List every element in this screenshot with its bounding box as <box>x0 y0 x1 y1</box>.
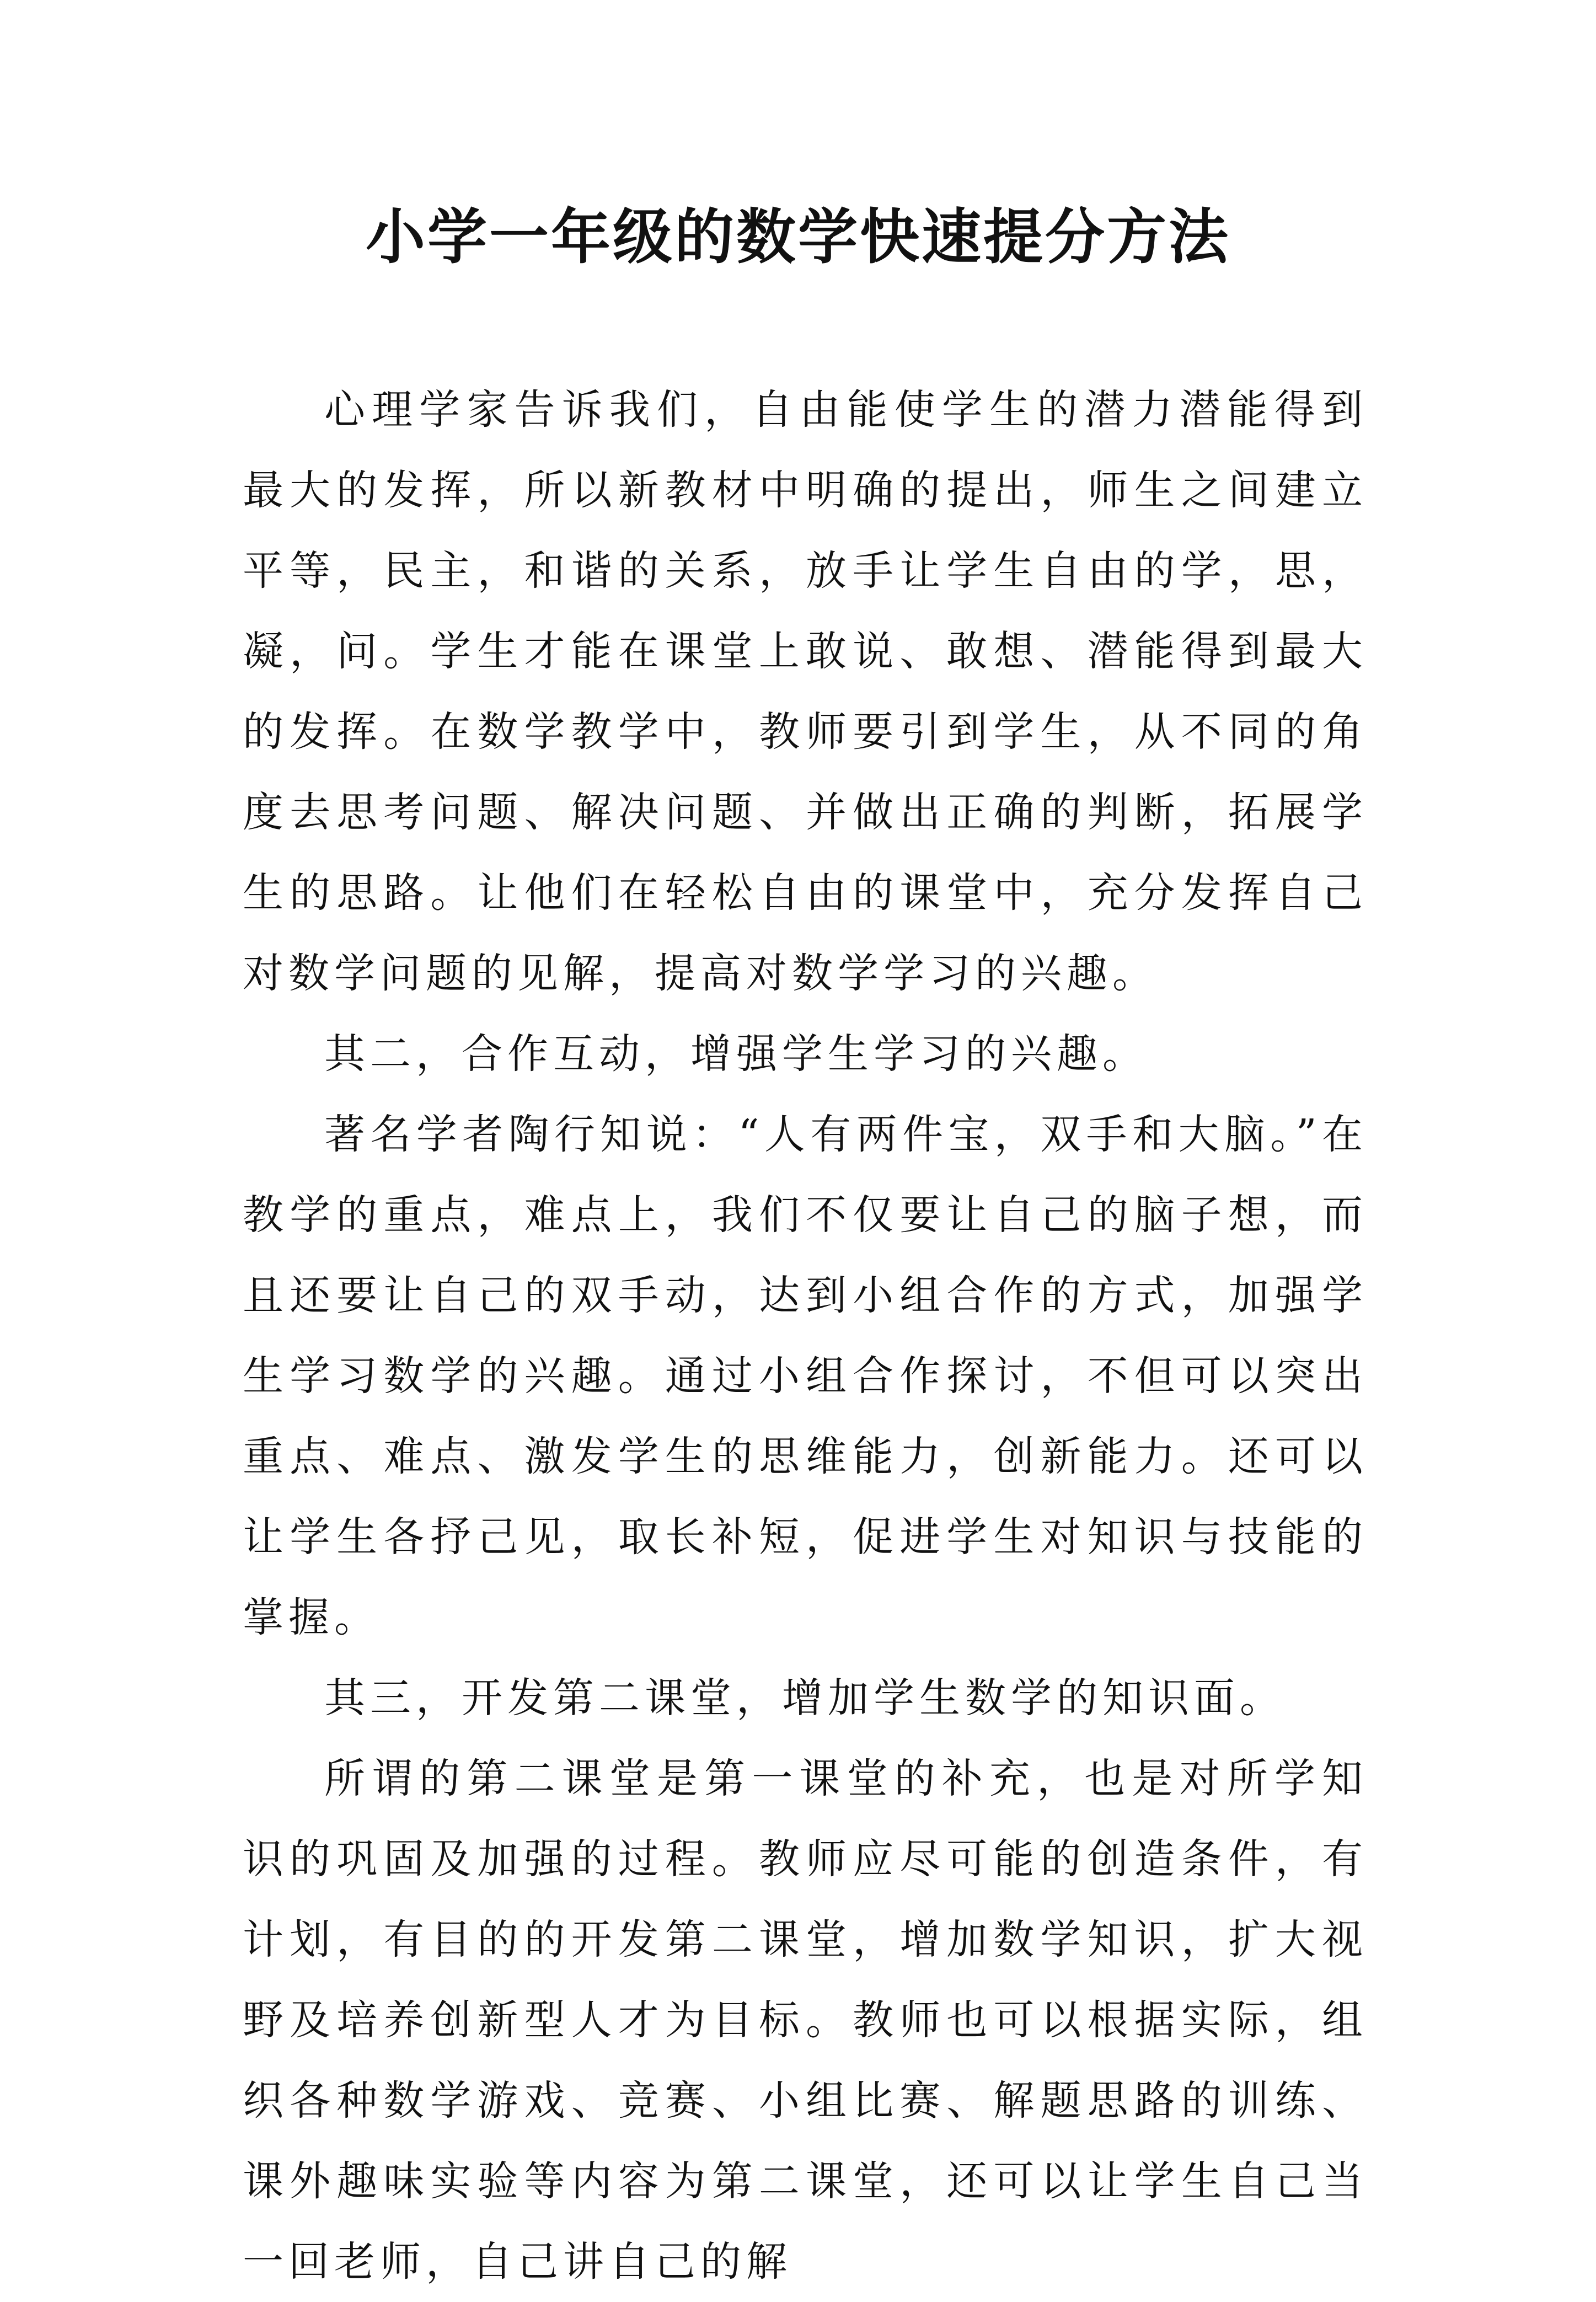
document-body <box>243 370 1368 2302</box>
paragraph-heading-two: 其二，合作互动，增强学生学习的兴趣。 <box>324 1030 1148 1078</box>
paragraph-tao-xingzhi: 著名学者陶行知说：“人有两件宝，双手和大脑。”在教学的重点，难点上，我们不仅要让自己的脑子想，而且还要让自己的双手动，达到小组合作的方式，加强学生学习数学的兴趣。通过小组合作探讨，不但可以突出重点、难点、激发学生的思维能力，创新能力。还可以让学生各抒己见，取长补短，促进学生对知识与技能的掌握。 <box>243 1111 1368 1641</box>
paragraph-intro: 心理学家告诉我们，自由能使学生的潜力潜能得到最大的发挥，所以新教材中明确的提出，师生之间建立平等，民主，和谐的关系，放手让学生自由的学，思，凝，问。学生才能在课堂上敢说、敢想、潜能得到最大的发挥。在数学教学中，教师要引到学生，从不同的角度去思考问题、解决问题、并做出正确的判断，拓展学生的思路。让他们在轻松自由的课堂中，充分发挥自己对数学问题的见解，提高对数学学习的兴趣。 <box>243 386 1368 997</box>
paragraph-heading-three: 其三，开发第二课堂，增加学生数学的知识面。 <box>324 1674 1286 1722</box>
document-title: 小学一年级的数学快速提分方法 <box>365 202 1230 272</box>
paragraph-second-classroom: 所谓的第二课堂是第一课堂的补充，也是对所学知识的巩固及加强的过程。教师应尽可能的创造条件，有计划，有目的的开发第二课堂，增加数学知识，扩大视野及培养创新型人才为目标。教师也可以根据实际，组织各种数学游戏、竞赛、小组比赛、解题思路的训练、课外趣味实验等内容为第二课堂，还可以让学生自己当一回老师，自己讲自己的解 <box>243 1755 1368 2285</box>
